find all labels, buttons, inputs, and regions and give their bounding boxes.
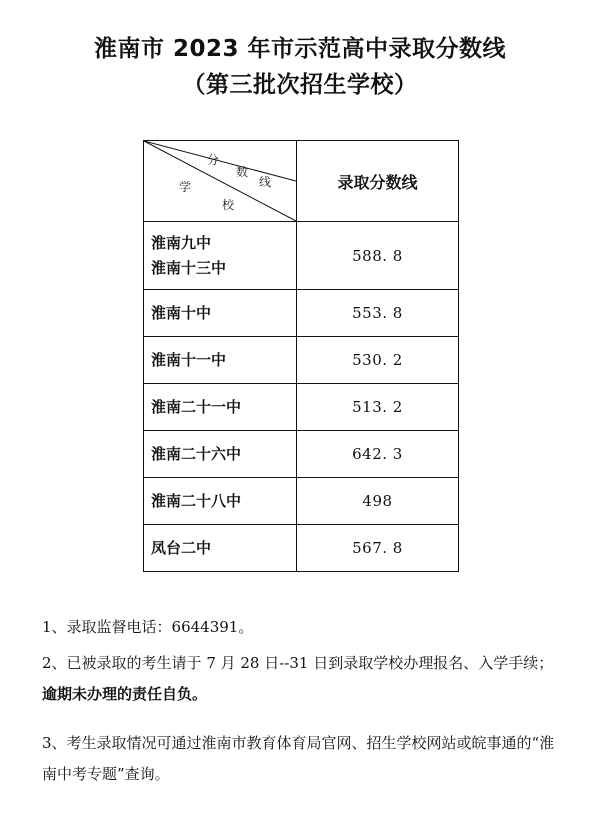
note-query-channels: 3、考生录取情况可通过淮南市教育体育局官网、招生学校网站或皖事通的“淮南中考专题”查询。	[42, 734, 555, 783]
school-name: 淮南二十八中	[144, 478, 297, 525]
school-name: 淮南十三中	[151, 258, 227, 277]
school-name: 淮南二十六中	[144, 431, 297, 478]
note-registration-warning: 逾期未办理的责任自负。	[42, 685, 208, 703]
school-name: 淮南十中	[144, 290, 297, 337]
diag-label-xian: 线	[259, 175, 272, 189]
table-row	[144, 384, 459, 431]
score-cell: 553. 8	[297, 290, 459, 337]
score-cell: 530. 2	[297, 337, 459, 384]
page-title: 淮南市 2023 年市示范高中录取分数线	[93, 36, 507, 62]
table-row	[144, 431, 459, 478]
score-cell: 642. 3	[297, 431, 459, 478]
diag-label-fen: 分	[207, 153, 220, 167]
school-name: 淮南十一中	[144, 337, 297, 384]
score-cell: 513. 2	[297, 384, 459, 431]
note-registration	[42, 648, 562, 710]
school-cell	[144, 222, 297, 290]
score-cell: 588. 8	[297, 222, 459, 290]
school-name: 淮南二十一中	[144, 384, 297, 431]
diagonal-header-cell	[144, 141, 297, 222]
score-table	[143, 140, 459, 572]
diag-label-xiao: 校	[222, 198, 235, 212]
diag-label-shu: 数	[236, 165, 249, 179]
table-row	[144, 222, 459, 290]
diag-label-xue: 学	[179, 180, 192, 194]
table-row	[144, 337, 459, 384]
note-registration-text: 2、已被录取的考生请于 7 月 28 日--31 日到录取学校办理报名、入学手续；	[42, 654, 554, 672]
note-supervision-phone: 1、录取监督电话：6644391。	[42, 618, 254, 636]
table-row	[144, 478, 459, 525]
score-cell: 567. 8	[297, 525, 459, 572]
school-name: 淮南九中	[151, 233, 212, 252]
school-name: 凤台二中	[144, 525, 297, 572]
score-column-header: 录取分数线	[297, 141, 459, 222]
table-row	[144, 290, 459, 337]
score-cell: 498	[297, 478, 459, 525]
table-row	[144, 525, 459, 572]
page-subtitle: （第三批次招生学校）	[182, 72, 418, 98]
table-header-row	[144, 141, 459, 222]
diagonal-lines	[144, 141, 296, 221]
